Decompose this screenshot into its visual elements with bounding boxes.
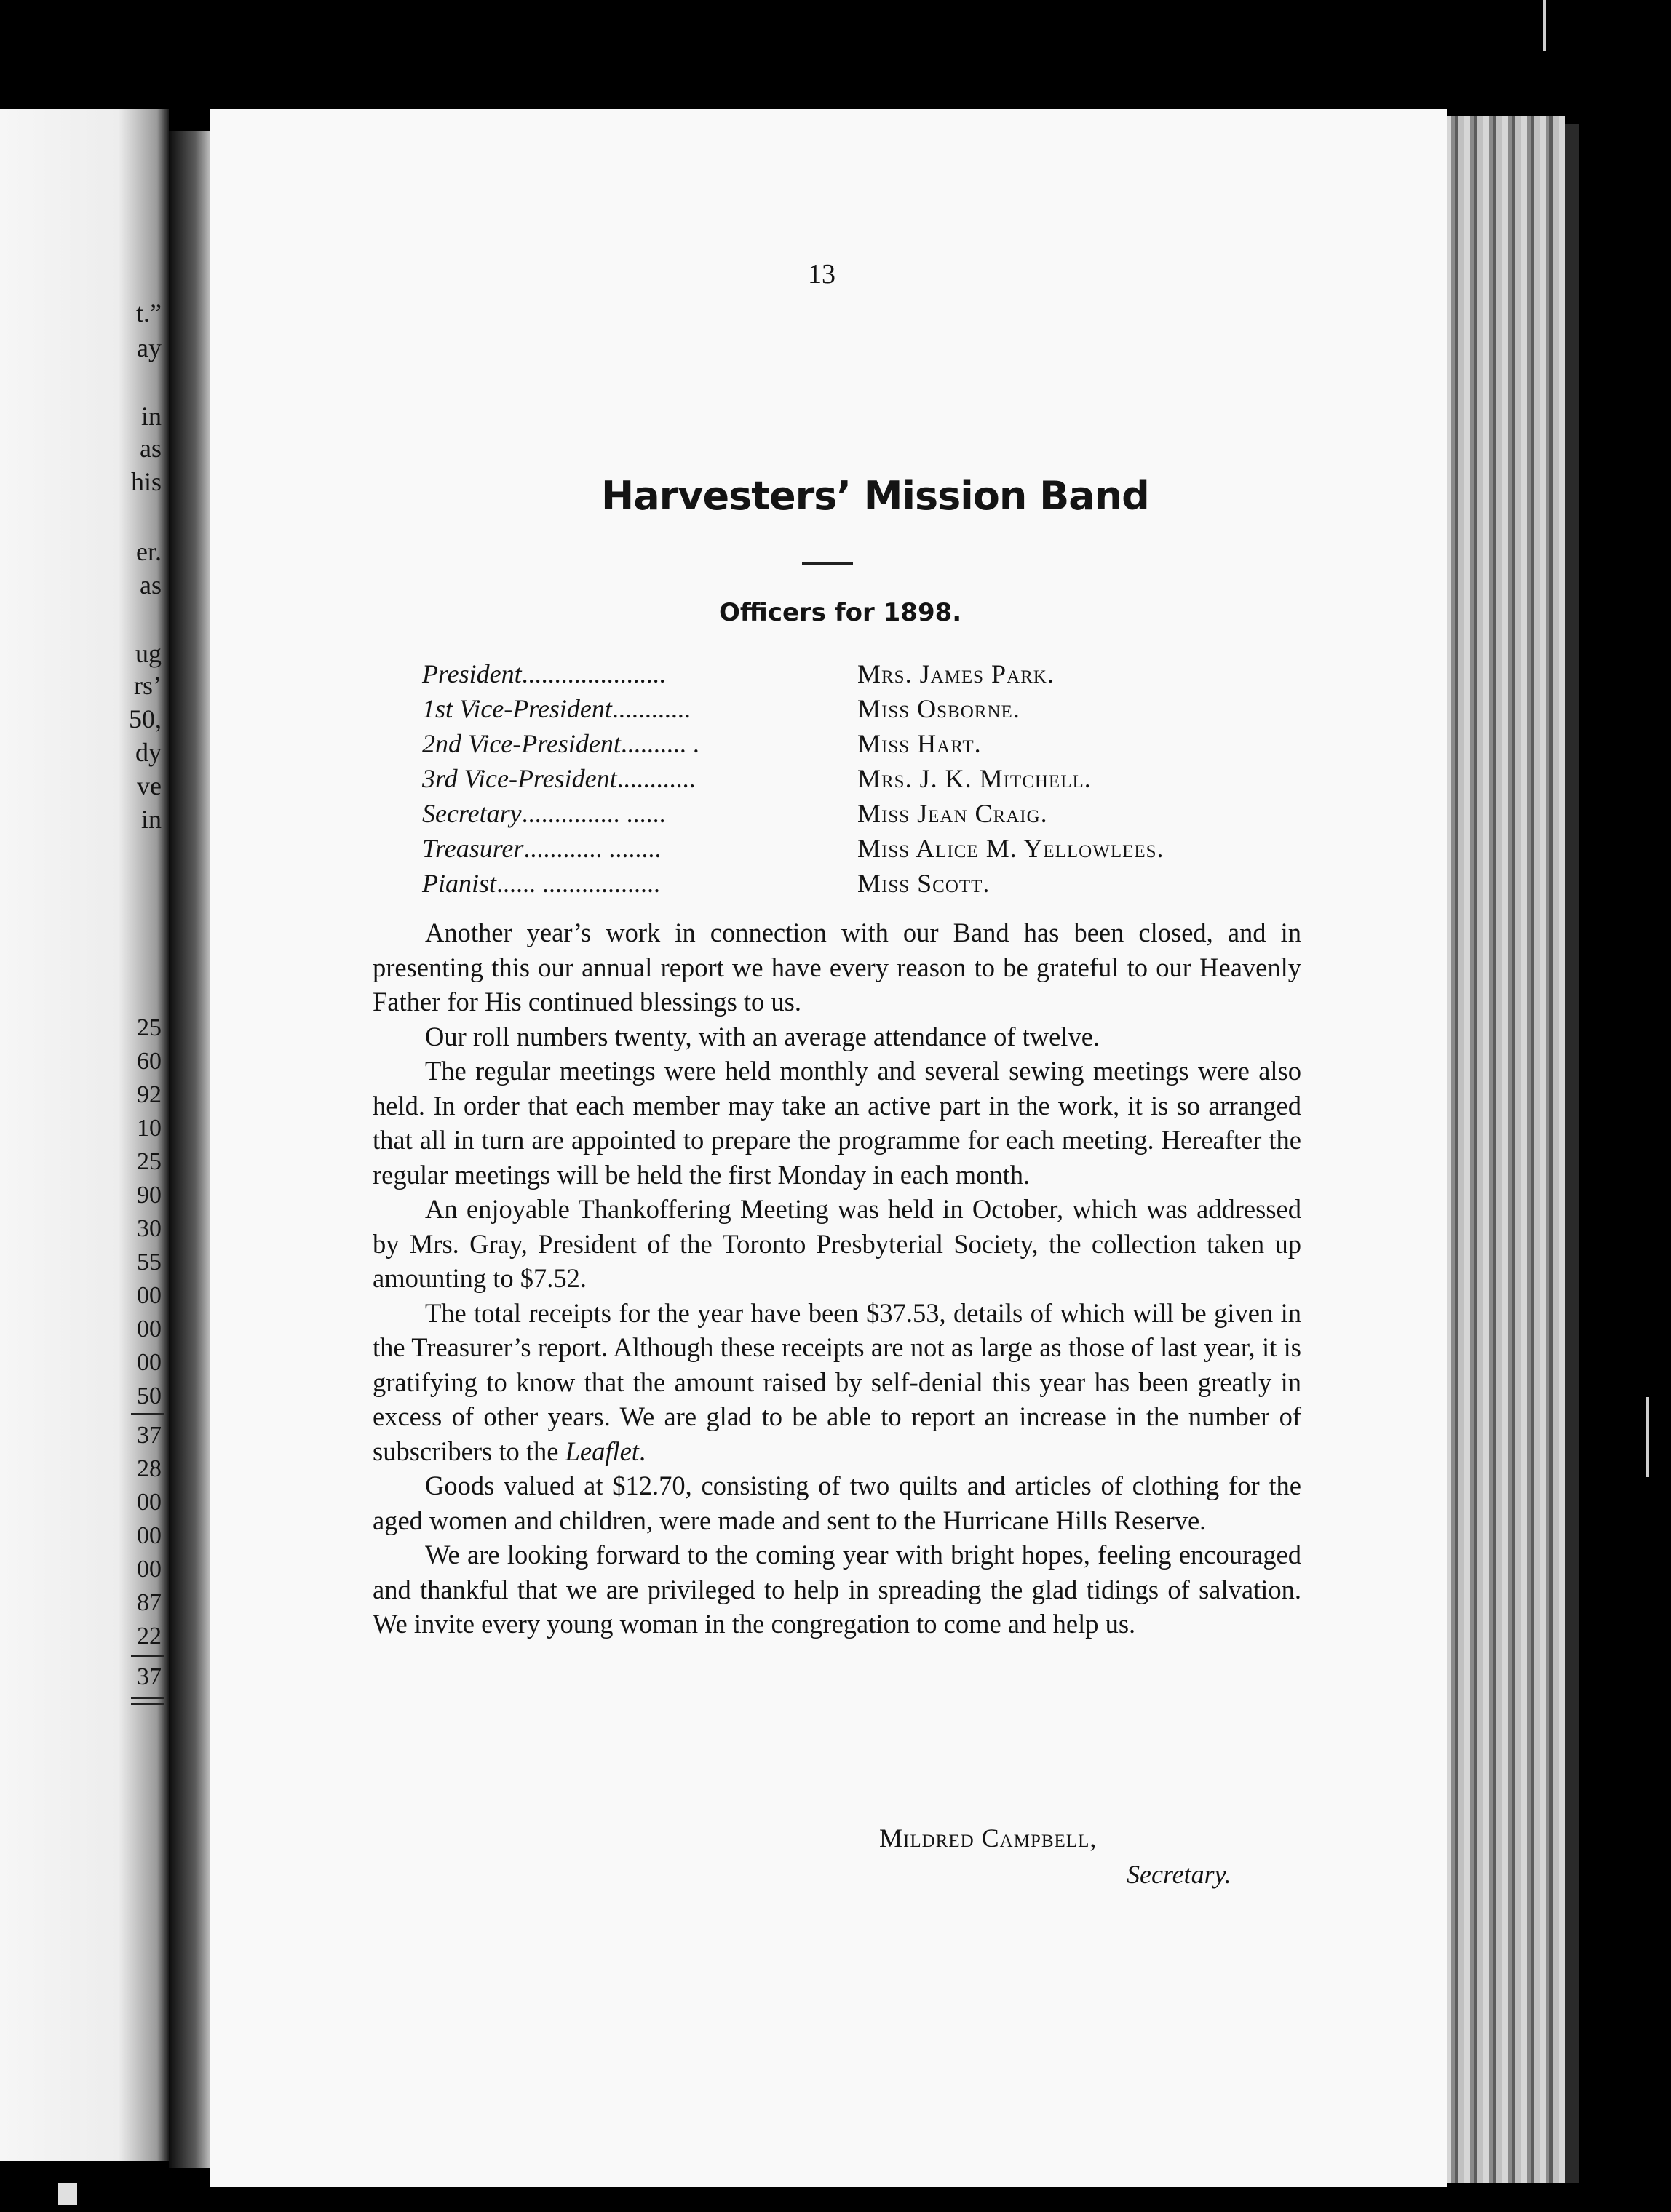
paragraph: The total receipts for the year have been $37.53, details of which will be given in the Treasurer’s report. Although these receipts are not as large as those of last year, it is gratifying to know that the amount raised by self-denial this year has been greatly in excess of other years. We are glad to be able to report an increase in the number of subscribers to the — [373, 1297, 1301, 1466]
left-fragment: 50, — [129, 704, 162, 733]
page-title: Harvesters’ Mission Band — [601, 473, 1149, 519]
left-number: 87 — [137, 1589, 162, 1616]
left-fragment: ug — [135, 639, 162, 668]
page-number: 13 — [808, 259, 836, 290]
left-page — [0, 109, 169, 2161]
left-fragment: in — [140, 402, 162, 431]
officer-role: Pianist — [422, 869, 497, 898]
left-fragment: his — [130, 467, 162, 496]
sum-double-rule — [131, 1703, 164, 1705]
officer-name: Miss Jean Craig. — [857, 799, 1048, 828]
officers-heading: Officers for 1898. — [719, 598, 962, 627]
officer-name: Mrs. James Park. — [857, 659, 1055, 688]
left-number: 22 — [137, 1623, 162, 1650]
signature-name: Mildred Campbell, — [879, 1823, 1098, 1853]
left-fragment: t.” — [136, 298, 162, 327]
left-fragment: ve — [137, 771, 162, 800]
leader-dots: ...................... — [521, 659, 666, 688]
left-number: 30 — [137, 1215, 162, 1242]
left-number: 25 — [137, 1014, 162, 1041]
left-number: 00 — [137, 1316, 162, 1342]
left-number: 37 — [137, 1422, 162, 1449]
left-number: 92 — [137, 1081, 162, 1108]
left-fragment: ay — [137, 333, 162, 362]
officer-role: Treasurer — [422, 834, 524, 863]
officer-row — [422, 798, 1295, 833]
officer-role: 3rd Vice-President — [422, 764, 617, 793]
scan-mark — [58, 2183, 77, 2205]
paragraph: Our roll numbers twenty, with an average attendance of twelve. — [425, 1021, 1100, 1051]
left-number: 00 — [137, 1522, 162, 1549]
page-edges — [1426, 116, 1565, 2183]
paragraph: Goods valued at $12.70, consisting of two quilts and articles of clothing for the aged women and children, were made and sent to the Hurricane Hills Reserve. — [373, 1471, 1301, 1535]
officer-row — [422, 833, 1295, 868]
leaflet-title: Leaflet — [565, 1436, 639, 1466]
sum-double-rule — [131, 1697, 164, 1699]
paragraph: Another year’s work in connection with our Band has been closed, and in presenting this our annual report we have every reason to be grateful to our Heavenly Father for His continued blessings to us. — [373, 918, 1301, 1017]
leader-dots: ............ — [616, 764, 696, 793]
officer-row — [422, 868, 1295, 903]
left-number: 00 — [137, 1349, 162, 1376]
left-number: 10 — [137, 1115, 162, 1142]
scan-mark — [1646, 1397, 1649, 1477]
left-fragment: rs’ — [134, 671, 162, 700]
book-cover-edge — [1565, 124, 1579, 2183]
signature-role: Secretary. — [1127, 1860, 1231, 1889]
left-number: 00 — [137, 1282, 162, 1309]
officer-role: President — [422, 659, 522, 688]
leader-dots: ............ — [611, 694, 691, 723]
officer-row — [422, 659, 1295, 693]
left-number: 00 — [137, 1489, 162, 1516]
sum-rule — [131, 1413, 164, 1415]
left-number: 90 — [137, 1182, 162, 1209]
paragraph-with-leaflet: The total receipts for the year have been $37.53, details of which will be given in the Treasurer’s report. Although these receipts are not as large as those of last year, it is gratifying to know that the amount raised by self-denial this year has been greatly in excess of other years. We are glad to be able to report an increase in the number of subscribers to the Leaflet. — [373, 1297, 1301, 1466]
left-fragment: in — [140, 805, 162, 834]
officer-row — [422, 693, 1295, 728]
left-fragment: er. — [136, 537, 162, 566]
officer-role: 2nd Vice-President — [422, 729, 621, 758]
left-number: 28 — [137, 1455, 162, 1482]
left-number: 55 — [137, 1249, 162, 1276]
sum-rule — [131, 1655, 164, 1657]
report-body — [373, 915, 1301, 1642]
book-gutter — [169, 131, 213, 2168]
left-number: 60 — [137, 1048, 162, 1075]
left-fragment: as — [140, 570, 162, 600]
title-rule — [802, 562, 853, 565]
left-number: 50 — [137, 1382, 162, 1409]
officer-name: Mrs. J. K. Mitchell. — [857, 764, 1092, 793]
left-number: 00 — [137, 1556, 162, 1583]
left-number: 25 — [137, 1148, 162, 1175]
officer-name: Miss Scott. — [857, 869, 991, 898]
left-number: 37 — [137, 1663, 162, 1690]
officer-row — [422, 763, 1295, 798]
officer-name: Miss Alice M. Yellowlees. — [857, 834, 1164, 863]
leader-dots: ............... ...... — [521, 799, 666, 828]
leader-dots: .......... . — [620, 729, 699, 758]
scan-mark — [1543, 0, 1546, 51]
left-fragment: as — [140, 434, 162, 463]
paragraph: The regular meetings were held monthly and several sewing meetings were also held. In order that each member may take an active part in the work, it is so arranged that all in turn are appointed to prepare the programme for each meeting. Hereafter the regular meetings will be held the first Monday in each month. — [373, 1056, 1301, 1190]
paragraph: We are looking forward to the coming year with bright hopes, feeling encouraged and thankful that we are privileged to help in spreading the glad tidings of salvation. We invite every young woman in the congregation to come and help us. — [373, 1540, 1301, 1639]
officer-row — [422, 728, 1295, 763]
leader-dots: ............ ........ — [523, 834, 662, 863]
officer-role: 1st Vice-President — [422, 694, 612, 723]
officer-name: Miss Osborne. — [857, 694, 1020, 723]
paragraph: An enjoyable Thankoffering Meeting was held in October, which was addressed by Mrs. Gray, President of the Toronto Presbyterial Society, the collection taken up amounting to $7.52. — [373, 1194, 1301, 1293]
leader-dots: ...... .................. — [496, 869, 661, 898]
left-fragment: dy — [135, 738, 162, 767]
officer-role: Secretary — [422, 799, 522, 828]
officers-list — [422, 659, 1295, 903]
officer-name: Miss Hart. — [857, 729, 982, 758]
